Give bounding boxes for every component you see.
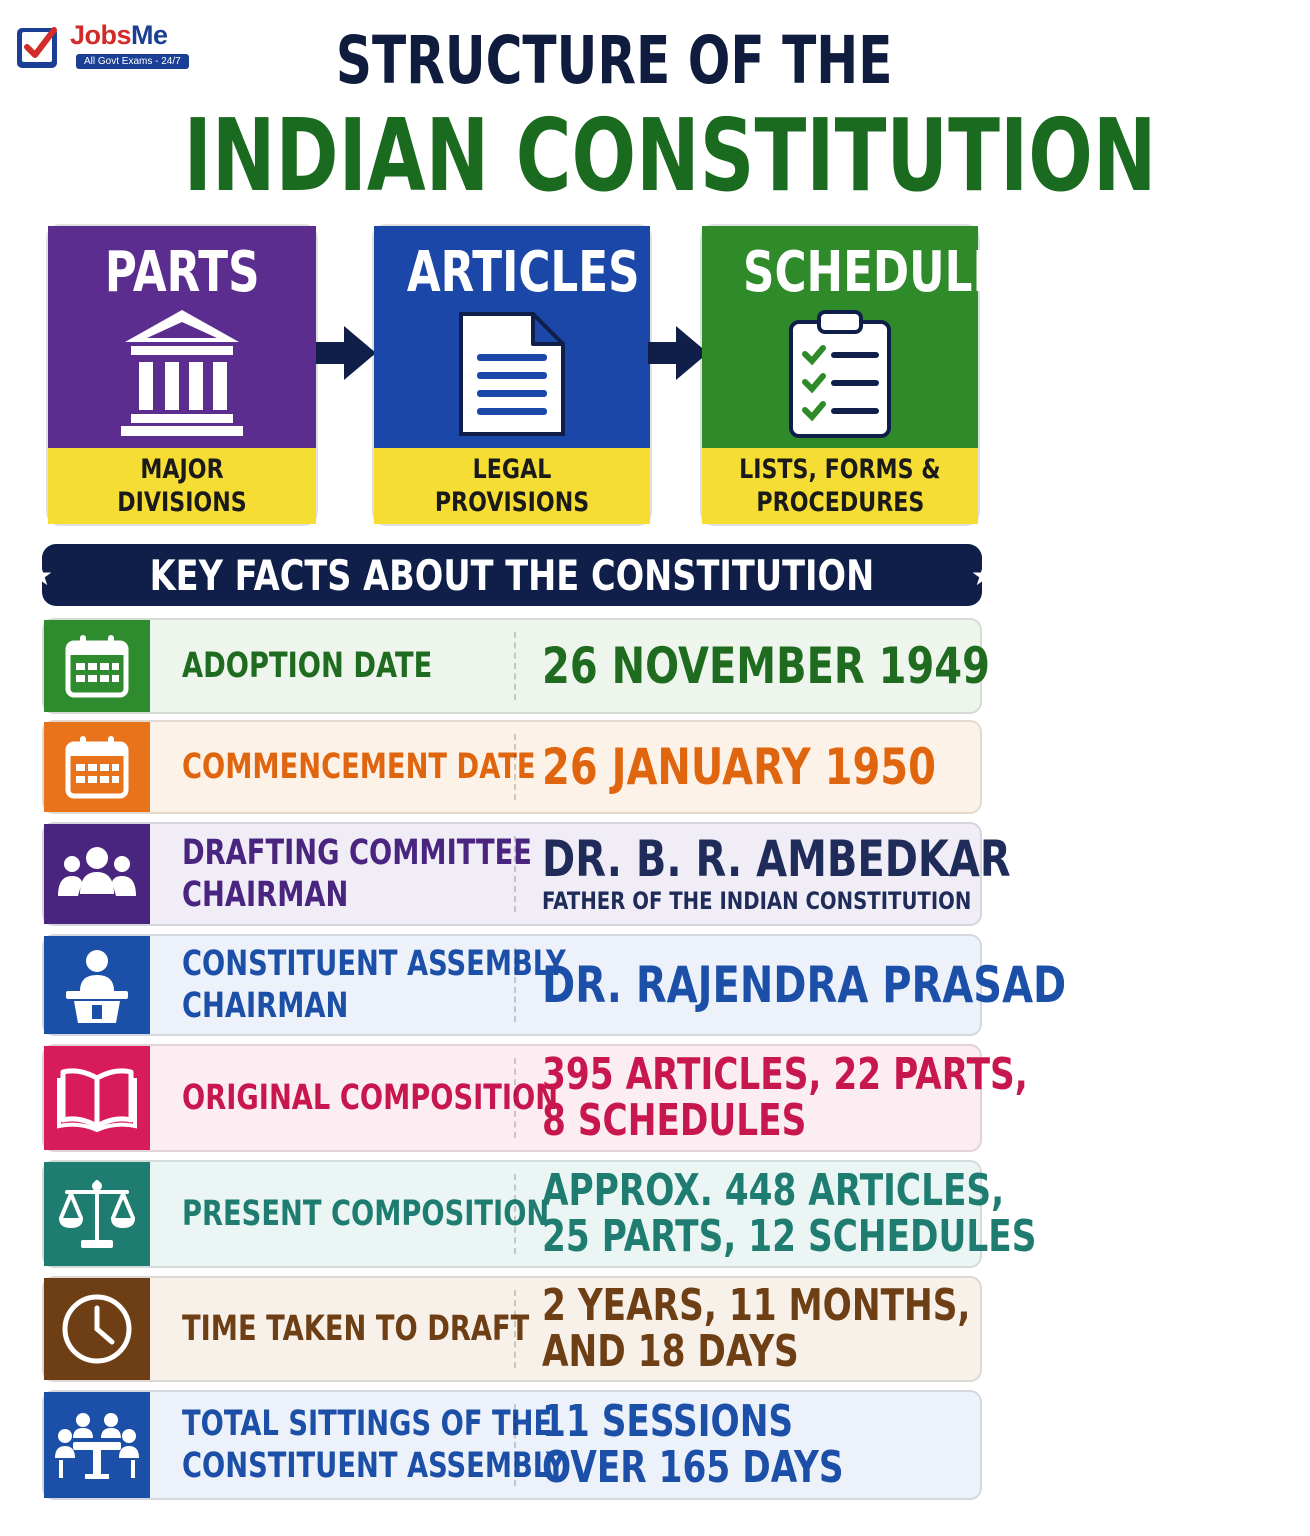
- fact-label: CONSTITUENT ASSEMBLY CHAIRMAN: [182, 944, 566, 1026]
- logo-tagline: All Govt Exams - 24/7: [76, 54, 189, 69]
- group-icon: [44, 824, 150, 924]
- fact-value: 11 SESSIONS OVER 165 DAYS: [542, 1396, 844, 1493]
- document-icon: [457, 310, 567, 438]
- meeting-icon: [44, 1392, 150, 1498]
- fact-label: ORIGINAL COMPOSITION: [182, 1078, 559, 1118]
- calendar-icon: [44, 620, 150, 712]
- fact-row-original-composition: [42, 1044, 1028, 1152]
- card-label: SCHEDULES: [743, 240, 1034, 305]
- card-label: PARTS: [104, 240, 260, 305]
- star-icon: ★: [970, 558, 997, 592]
- card-schedules: [700, 224, 1034, 526]
- calendar-icon: [44, 722, 150, 812]
- fact-value: 395 ARTICLES, 22 PARTS, 8 SCHEDULES: [542, 1049, 1028, 1146]
- card-articles: [372, 224, 652, 526]
- fact-row-time-taken: [42, 1276, 982, 1382]
- fact-label: ADOPTION DATE: [182, 646, 433, 686]
- fact-value: DR. RAJENDRA PRASAD: [542, 956, 1067, 1014]
- building-icon: [117, 308, 247, 438]
- fact-row-drafting-committee: [42, 822, 1011, 926]
- page-title-line1: STRUCTURE OF THE: [335, 22, 893, 99]
- open-book-icon: [44, 1046, 150, 1150]
- banner-title: KEY FACTS ABOUT THE CONSTITUTION: [149, 550, 875, 600]
- star-icon: ★: [28, 558, 54, 592]
- fact-row-adoption-date: [42, 618, 990, 714]
- fact-row-constituent-assembly-chairman: [42, 934, 1067, 1036]
- fact-value: APPROX. 448 ARTICLES, 25 PARTS, 12 SCHEDULES: [542, 1165, 1037, 1262]
- card-label: ARTICLES: [406, 240, 640, 305]
- book-check-icon: [14, 22, 62, 72]
- clock-icon: [44, 1278, 150, 1380]
- logo-name: JobsMe: [70, 20, 168, 50]
- arrow-right-icon: [316, 322, 378, 384]
- jobsme-logo[interactable]: [14, 18, 214, 74]
- card-caption: LEGAL PROVISIONS: [374, 448, 650, 524]
- card-parts: [46, 224, 318, 526]
- fact-label: TOTAL SITTINGS OF THE CONSTITUENT ASSEMBLY: [182, 1404, 566, 1486]
- fact-label: DRAFTING COMMITTEE CHAIRMAN: [182, 833, 532, 915]
- fact-label: COMMENCEMENT DATE: [182, 747, 536, 787]
- card-caption: LISTS, FORMS & PROCEDURES: [702, 448, 978, 524]
- fact-value: 26 NOVEMBER 1949: [542, 637, 990, 695]
- fact-value: 26 JANUARY 1950: [542, 738, 936, 796]
- fact-value: DR. B. R. AMBEDKAR FATHER OF THE INDIAN CONSTITUTION: [542, 830, 1011, 915]
- card-caption: MAJOR DIVISIONS: [48, 448, 316, 524]
- scales-icon: [44, 1162, 150, 1266]
- fact-note: FATHER OF THE INDIAN CONSTITUTION: [542, 887, 972, 915]
- fact-value: 2 YEARS, 11 MONTHS, AND 18 DAYS: [542, 1280, 971, 1377]
- speaker-podium-icon: [44, 936, 150, 1034]
- fact-label: TIME TAKEN TO DRAFT: [182, 1309, 530, 1349]
- fact-row-commencement-date: [42, 720, 982, 814]
- fact-row-total-sittings: [42, 1390, 982, 1500]
- page-title-line2: INDIAN CONSTITUTION: [183, 97, 1157, 214]
- fact-label: PRESENT COMPOSITION: [182, 1194, 550, 1234]
- fact-row-present-composition: [42, 1160, 1037, 1268]
- key-facts-banner: [28, 544, 997, 606]
- clipboard-checklist-icon: [785, 308, 895, 438]
